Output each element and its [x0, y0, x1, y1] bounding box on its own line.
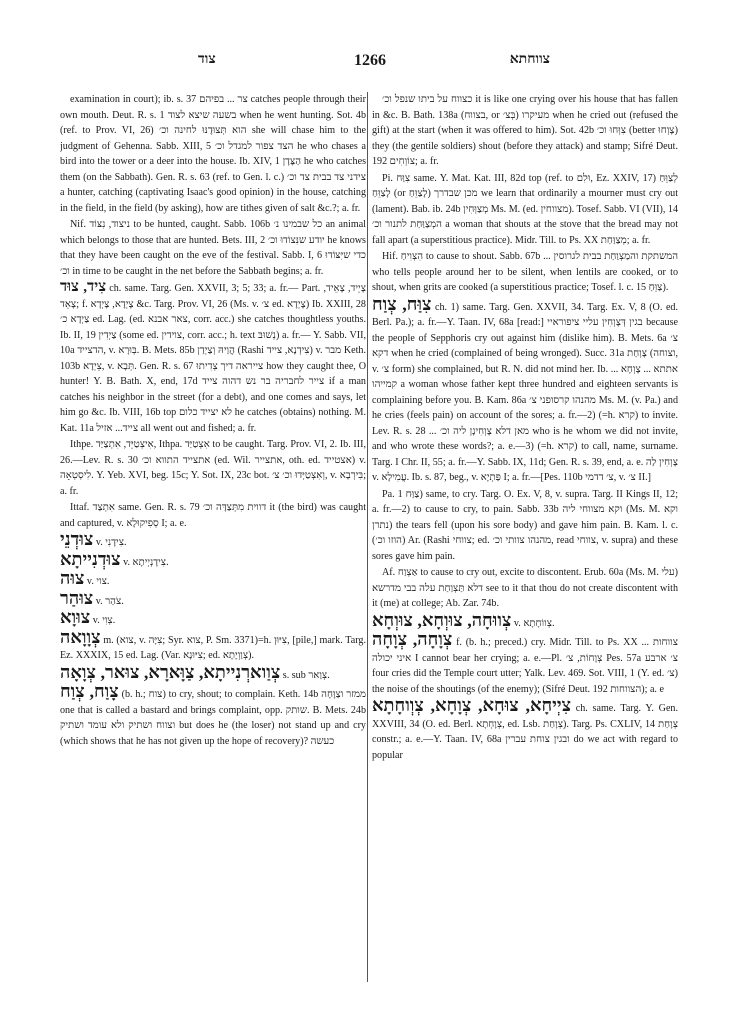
entry-text: Pi. צִוַּח same. Y. Mat. Kat. III, 82d top (ref. to וּלִם, Ez. XXIV, 17) לְצַוֵּחַ לָצַוֵּחַ (or לָצַוֵּחַ) מכן שבדרך we learn that ordinarily a mourner must cry out (lament). Bab. ib. 24b מְצַוְּחִין Ms. M. (ed. מצווחין). Tosef. Sabb. VI (VII), 14 המְצַוַּחַת לתנור וכ׳ a woman that shouts at the stove that the bread may not fall apart (a superstitious practice). Midr. Till. to Ps. XX מְצַוַּחַת; a. fr. — [372, 172, 678, 246]
entry-headword: צוּדְנִייתָא — [60, 548, 121, 569]
entry-text: Ittaf. אִתְצַד same. Gen. R. s. 79 דווית מִתְּצַדָּה וכ׳ it (the bird) was caught and captured, v. סְפִיקוּלָא I; a. e. — [60, 502, 366, 529]
page-number: 1266 — [354, 52, 386, 69]
dictionary-entry — [372, 487, 678, 565]
entry-headword: צִיְיחָא, צוּחָא, צְוָחָא, צְוְוחָתָא — [372, 695, 572, 715]
dictionary-entry — [60, 587, 366, 610]
dictionary-entry — [60, 92, 366, 216]
dictionary-entry — [60, 217, 366, 279]
dictionary-entry — [372, 249, 678, 296]
entry-text: כצווח על ביתו שנפל וכ׳ it is like one crying over his house that has fallen in &c. B. Bath. 138a (בצווח, or בְּצ׳) מעיקרו when he cried out (refused the gift) at the start (when it was offered to him). Sot. 42b צִוְּחוּ וכ׳ (better צָוְחוּ) they (the gentile soldiers) shout (before they attack) and stamp; Sifré Deut. 192 צוֹוְחִים; a. fr. — [372, 94, 678, 167]
dictionary-entry — [372, 695, 678, 763]
left-running-head: צוד — [198, 52, 216, 67]
entry-text: v. צְוִי. — [92, 615, 116, 626]
entry-text: examination in court); ib. s. 37 צר ... בפיהם catches people through their own mouth. Deut. R. s. 1 בשעה שיצא לצוד when he went hunting. Sot. 4b (ref. to Prov. VI, 26) הוא תְּצוּדֶנּוּ לחינה וכ׳ she will chase him to the judgment of Gehenna. Sabb. XIII, 5 הצד צפור למגדל וכ׳ he who chases a bird into the tower or a deer into the house. Ib. XIV, 1 הַצָּדָן he who catches them (on the Sabbath). Gen. R. s. 63 (ref. to Gen. l. c.) צידני צד בבית צד וכ׳ a hunter, catching (captivating Isaac's good opinion) in the house, catching in the field, in the field (by asking), how are tithes given of salt &c.?; a. fr. — [60, 94, 366, 214]
entry-text: ch. same. Targ. Gen. XXVII, 3; 5; 33; a. fr.— Part. צָיֵיד, צָאֵיד, צָאֵד; f. צָיְדָא, צָיְדָא &c. Targ. Prov. VI, 26 (Ms. v. צ׳ ed. צָיְדָא) Ib. XXIII, 28 צַיְדָא כ׳ ed. Lag. (ed. צאר אבנא, corr. acc.) she catches thoughtless youths. Ib. II, 19 צַיְדִין (some ed. צוידין, corr. acc.; h. text נְשׁוּבּ) a. fr.— Y. Sabb. VII, 10a הדצייד, v. בְּוּרָא. B. Mets. 85b הֲוַיהּ וְצַיְדַן (Rashi צִידְנָא, צייד) v. מבר Keth. 103b צֵיְדָא, v. תְּבָא. Gen. R. s. 67 צייראה דיך צְדִיתוּ how they caught thee, O hunter! Y. B. Bath. X, end, 17d צייר לחבריה בר נש דהוה צייד if a man catches his neighbor in the street (for a debt), and one comes and says, let him go &c. Ib. VIII, 16b top לא יצייד כלום he catches (obtains) nothing. M. Kat. 11a צייד... אזיל all went out and fished; a. fr. — [60, 283, 366, 434]
entry-text: v. צֹהַר. — [95, 595, 124, 607]
dictionary-entry — [372, 629, 678, 697]
entry-headword: צוּוָא — [60, 607, 91, 627]
entry-text: ch. 1) same. Targ. Gen. XXVII, 34. Targ. Ex. V, 8 (O. ed. Berl. Pa.); a. fr.—Y. Taan. IV, 68a [read:] בגין דְּצָוְחִין עליי ציפוראיי because the people of Sepphoris cry out against him (dislike him). B. Mets. 6a צ׳ דקא when he cried (complained of being wronged). Succ. 31a צָוְחַת (וצוחה, v. צ׳ form) she complained, but R. N. did not mind her. Ib. ... אתתא ... צָוְחָא קמייהו a woman whose father kept three hundred and eighteen servants is complaining before you. B. Kam. 86a מהנהו קרסופני צ׳ Ms. M. (v. Pa.) and he cries (feels pain) on account of the sores; a. fr.—2) (=h. קרא) to invite. Lev. R. s. 28 ... מאן דלא צָוְחִינָן ליה וכ׳ who is he whom we did not invite, and who wrote these words?; a. e.—3) (=h. קרא) to call, name, surname. Targ. I Chr. II, 55; a. fr.—Y. Sabb. IX, 11d; Gen. R. s. 39, end, a. e. צָוְחִין לַה v. עֲמִילָא. Ib. s. 87, beg., v. פַּתְיָא I; a. fr.—[Pes. 110b צ׳ דדמי, v. צ׳ II.] — [372, 301, 678, 483]
dictionary-entry — [372, 293, 678, 486]
dictionary-entry — [372, 171, 678, 249]
entry-text: v. צוי. — [86, 576, 110, 587]
entry-text: Pa. צַוַּח 1) same, to cry. Targ. O. Ex. V, 8, v. supra. Targ. II Kings II, 12; a. fr.—2) to cause to cry, to pain. Sabb. 33b וקא מצווחי ליה (Ms. M. וקא נתרן) the tears fell (upon his sore body) and gave him pain. B. Kam. l. c. (הוזו וכ׳) Ar. (Rashi צווחי; ed. מהנהו צוותי וכ׳, read צווחי, v. supra) and these sores gave him pain. — [372, 488, 678, 562]
entry-text: f. (b. h.; preced.) cry. Midr. Till. to Ps. XX ... צווחות איני יכולה I cannot bear her crying; a. e.—Pl. צְוָחוֹת, צ׳ Pes. 57a צ׳ ארבע four cries did the Temple court utter; Yalk. Lev. 469. Sot. VIII, 1 (Y. ed. צ׳) the noise of the shoutings (of the enemy); (Sifré Deut. 192 הצווחות); a. e — [372, 637, 678, 695]
right-running-head: צווחתא — [509, 52, 550, 67]
entry-headword: צְווּחָה, צוּוְחָא, צוּוְחָא — [372, 609, 512, 630]
entry-text: m. (צוא, v. צִיָּה; Syr. צוא, P. Sm. 3371)=h. צִיּוּן, [pile,] mark. Targ. Ez. XXXIX, 15 ed. Lag. (Var. צִיּוּנָא; ed. צְוַוְיָתָא). — [60, 634, 366, 661]
page-header — [60, 52, 680, 74]
entry-headword: צִוַּח, צְוַח — [372, 293, 432, 314]
entry-text: v. צְווֹחָתָא. — [513, 617, 555, 629]
dictionary-entry — [60, 500, 366, 531]
entry-headword: צוּדְנֵי — [60, 529, 94, 549]
dictionary-entry — [372, 565, 678, 612]
left-column — [60, 92, 366, 982]
entry-headword: צָוַח, צְוַח — [60, 681, 119, 701]
dictionary-entry — [372, 92, 678, 170]
entry-text: v. צִידָנְיְיתָא. — [123, 556, 169, 568]
column-divider — [367, 92, 368, 982]
entry-headword: צִיד, צוּד — [60, 279, 107, 295]
entry-headword: צוּה — [60, 568, 85, 588]
dictionary-entry — [60, 548, 366, 571]
entry-text: ch. same. Targ. Y. Gen. XXVIII, 34 (O. ed. Berl. צְוָחְתָא, ed. Lsb. צְוָחַת). Targ. Ps. CXLIV, 14 צְוָחַת constr.; a. e.—Y. Taan. IV, 68a ובגין צוחת עברין do we act with regard to popular — [372, 703, 678, 761]
entry-headword: צוּהַר — [60, 587, 94, 608]
dictionary-entry — [60, 607, 366, 629]
entry-text: Ithpe. אִיצְטַיֵּד, אִתְצַיַּד, Ithpa. אִצְטַיַּד to be caught. Targ. Prov. VI, 2. Ib. III, 26.—Lev. R. s. 30 אתצייד התווא וכ׳ (ed. Wil. אתצייר, oth. ed. אצטייד) v. לִיסְטְאָה. Y. Yeb. XVI, beg. 15c; Y. Sot. IX, 23c bot. וְאִצְטַיְּדוּ וכ׳ צ׳, v. בִּירְבָא; a. fr. — [60, 439, 366, 497]
dictionary-entry — [60, 437, 366, 499]
entry-headword: צְוַוארְנִייתָא, צַוָּארָא, צוּאר, צְוָאָה — [60, 661, 281, 682]
dictionary-entry — [60, 681, 366, 749]
entry-text: Hif. הִצְוִיחַ to cause to shout. Sabb. 67b ... המשתקת והמַצְוַחַת בבית לגרוסין who tells people around her to be silent, when lentils are cooked, or to shout, when grits are cooked (a superstitious practice; Tosef. l. c. 15 צַוֵּחַ). — [372, 251, 678, 293]
entry-text: Nif. ניצוד, נִצּוֹד to be hunted, caught. Sabb. 106b כל שבמינו נ׳ an animal which belongs to those that are hunted. Bets. III, 2 יודע שנִּצוֹדוּ וכ׳ he knows that they have been caught on the eve of the festival. Sabb. I, 6 כדי שיִּצּוֹדוּ וכ׳ in time to be caught in the net before the Sabbath begins; a. fr. — [60, 219, 366, 277]
entry-headword: צְוָחָה, צְוָחָה — [372, 629, 453, 649]
entry-text: v. צִידָנִי. — [95, 537, 127, 548]
entry-headword: צְוָוָאה — [60, 626, 101, 647]
entry-text: (b. h.; צוח) to cry, shout; to complain. Keth. 14b ממזר וצַוָּחָה one that is called a bastard and brings complaint, opp. שותק. B. Mets. 24b וצווח ושתיק ולא עומד ושתיק but does he (the loser) not stand up and cry (which shows that he has not given up the hope of recovery)? כעשה — [60, 689, 366, 747]
dictionary-entry — [60, 626, 366, 664]
right-column — [372, 92, 678, 982]
entry-text: s. sub צְוַאר. — [282, 669, 330, 681]
dictionary-entry — [60, 568, 366, 590]
entry-text: Af. אַצְוַח to cause to cry out, excite to discontent. Erub. 60a (Ms. M. עלי) דלא תַּצְוַחַת עלה בבי מדרשא see to it that thou do not create discontent with it (me) at college; Ab. Zar. 74b. — [372, 567, 678, 609]
dictionary-entry — [60, 280, 366, 436]
